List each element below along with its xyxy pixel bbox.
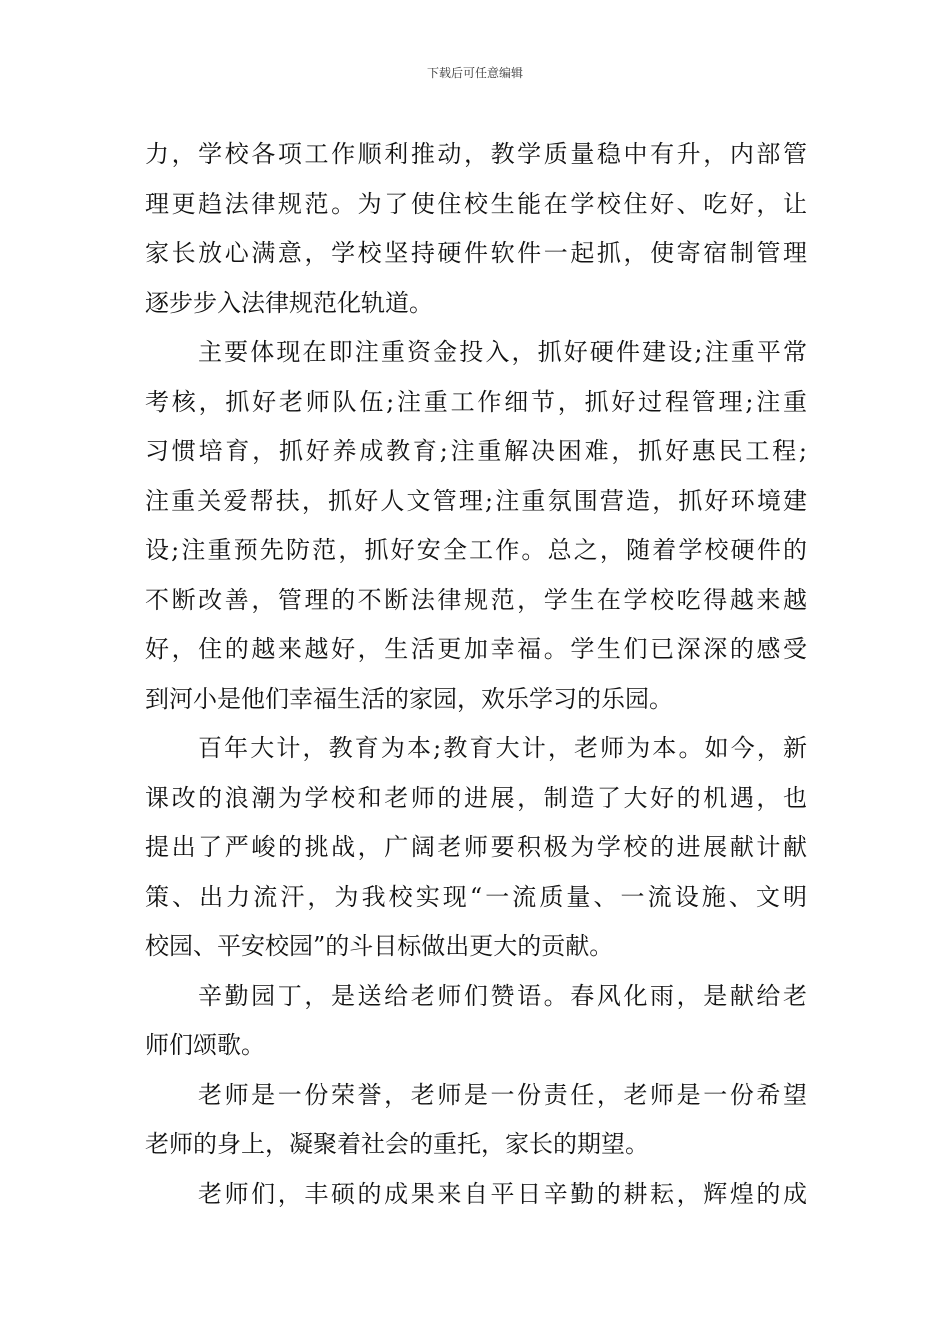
- text-line: 课改的浪潮为学校和老师的进展，制造了大好的机遇，也: [145, 783, 807, 812]
- text-line: 师们颂歌。: [145, 1031, 265, 1059]
- text-line: 老师是一份荣誉，老师是一份责任，老师是一份希望: [198, 1080, 807, 1109]
- text-line: 提出了严峻的挑战，广阔老师要积极为学校的进展献计献: [145, 833, 807, 861]
- text-line: 到河小是他们幸福生活的家园，欢乐学习的乐园。: [145, 684, 673, 713]
- text-line: 设;注重预先防范，抓好安全工作。总之，随着学校硬件的: [145, 536, 807, 564]
- text-line: 百年大计，教育为本;教育大计，老师为本。如今，新: [198, 734, 807, 762]
- text-line: 好，住的越来越好，生活更加幸福。学生们已深深的感受: [145, 635, 807, 663]
- text-line: 策、出力流汗，为我校实现“一流质量、一流设施、文明: [145, 882, 807, 911]
- text-line: 老师的身上，凝聚着社会的重托，家长的期望。: [145, 1130, 649, 1158]
- text-line: 校园、平安校园”的斗目标做出更大的贡献。: [145, 932, 614, 960]
- text-line: 力，学校各项工作顺利推动，教学质量稳中有升，内部管: [145, 140, 807, 168]
- text-line: 考核，抓好老师队伍;注重工作细节，抓好过程管理;注重: [145, 387, 807, 416]
- text-line: 习惯培育，抓好养成教育;注重解决困难，抓好惠民工程;: [145, 437, 807, 465]
- page-header: 下载后可任意编辑: [426, 66, 523, 80]
- document-body: [145, 130, 807, 1219]
- text-line: 逐步步入法律规范化轨道。: [145, 288, 433, 317]
- text-line: 主要体现在即注重资金投入，抓好硬件建设;注重平常: [198, 338, 807, 366]
- text-line: 辛勤园丁，是送给老师们赞语。春风化雨，是献给老: [198, 981, 807, 1010]
- text-line: 注重关爱帮扶，抓好人文管理;注重氛围营造，抓好环境建: [145, 486, 807, 515]
- text-line: 家长放心满意，学校坚持硬件软件一起抓，使寄宿制管理: [145, 239, 807, 267]
- text-line: 理更趋法律规范。为了使住校生能在学校住好、吃好，让: [145, 189, 807, 218]
- text-line: 不断改善，管理的不断法律规范，学生在学校吃得越来越: [145, 585, 807, 614]
- text-line: 老师们，丰硕的成果来自平日辛勤的耕耘，辉煌的成: [198, 1179, 807, 1208]
